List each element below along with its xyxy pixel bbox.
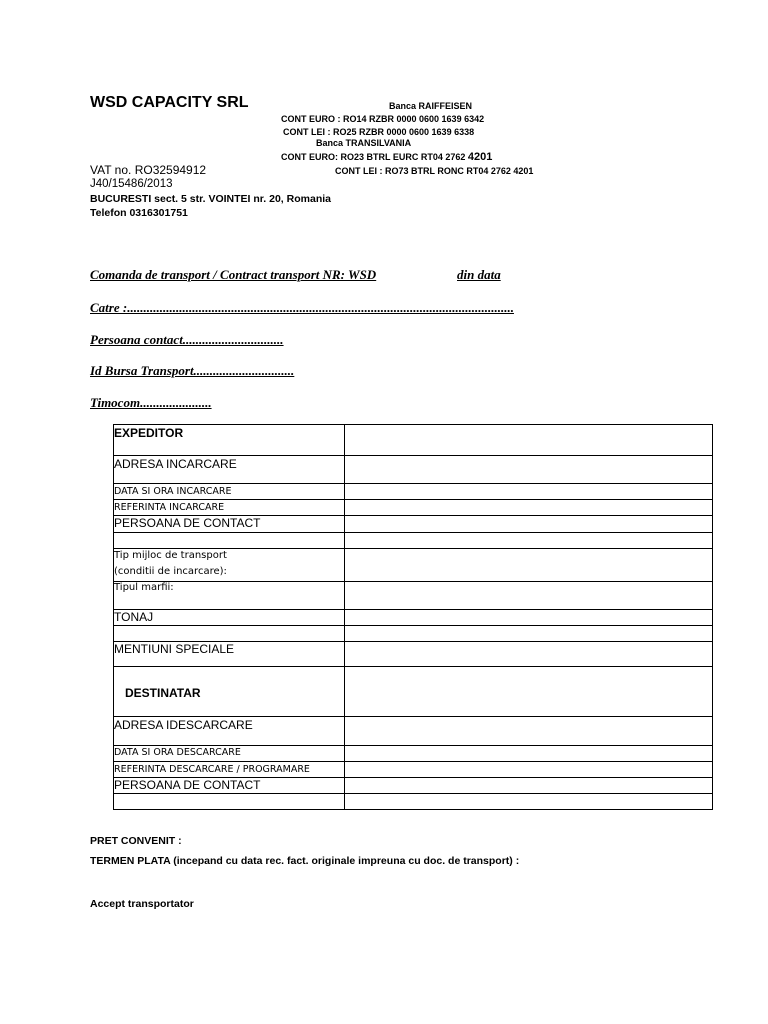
to-field: Catre :....................................................................................................................... (90, 300, 514, 315)
unloading-address-label: ADRESA IDESCARCARE (114, 718, 253, 732)
loading-address-label: ADRESA INCARCARE (114, 457, 237, 471)
loading-reference-label: REFERINTA INCARCARE (114, 502, 225, 513)
loading-datetime-label: DATA SI ORA INCARCARE (114, 486, 232, 497)
bank1-name: Banca RAIFFEISEN (389, 101, 473, 111)
order-date: din data (457, 267, 501, 282)
destinatar-label: DESTINATAR (125, 686, 201, 700)
bank1-lei-account: CONT LEI : RO25 RZBR 0000 0600 1639 6338 (283, 127, 475, 137)
special-mentions-label: MENTIUNI SPECIALE (114, 642, 235, 656)
goods-type-label: Tipul marfii: (114, 582, 174, 593)
timocom-field: Timocom...................... (90, 395, 212, 410)
bank2-euro-account: CONT EURO: RO23 BTRL EURC RT04 2762 4201 (281, 151, 493, 163)
vat-number: VAT no. RO32594912 (90, 163, 207, 177)
bank2-name: Banca TRANSILVANIA (316, 138, 412, 148)
company-phone: Telefon 0316301751 (90, 207, 188, 219)
unloading-reference-label: REFERINTA DESCARCARE / PROGRAMARE (114, 764, 310, 775)
bank2-lei-account: CONT LEI : RO73 BTRL RONC RT04 2762 4201 (335, 166, 534, 176)
loading-conditions-label: (conditii de incarcare): (114, 566, 227, 577)
agreed-price-label: PRET CONVENIT : (90, 835, 182, 847)
tonnage-label: TONAJ (114, 610, 154, 624)
bursa-id-field: Id Bursa Transport............................... (90, 363, 295, 378)
unloading-contact-label: PERSOANA DE CONTACT (114, 778, 261, 792)
expeditor-label: EXPEDITOR (114, 426, 184, 440)
company-name: WSD CAPACITY SRL (90, 94, 249, 111)
carrier-acceptance-label: Accept transportator (90, 898, 194, 910)
loading-contact-label: PERSOANA DE CONTACT (114, 516, 261, 530)
unloading-datetime-label: DATA SI ORA DESCARCARE (114, 747, 241, 758)
order-title: Comanda de transport / Contract transport NR: WSD (90, 267, 377, 282)
vehicle-type-label: Tip mijloc de transport (114, 550, 227, 561)
contact-person-field: Persoana contact............................... (90, 332, 284, 347)
payment-term-label: TERMEN PLATA (incepand cu data rec. fact. originale impreuna cu doc. de transport) : (90, 855, 520, 867)
bank1-euro-account: CONT EURO : RO14 RZBR 0000 0600 1639 6342 (281, 114, 485, 124)
company-address: BUCURESTI sect. 5 str. VOINTEI nr. 20, Romania (90, 193, 331, 205)
registration-number: J40/15486/2013 (90, 178, 173, 190)
